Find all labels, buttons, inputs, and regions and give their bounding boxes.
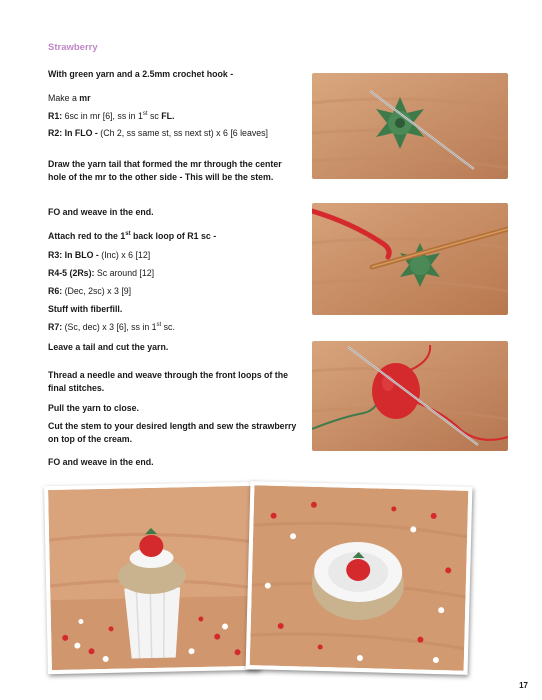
attach-a: Attach red to the 1	[48, 231, 126, 241]
stuff-text: Stuff with fiberfill.	[48, 304, 123, 314]
r1-text-b: sc	[147, 111, 162, 121]
r1-sup: st	[142, 111, 148, 118]
r7-sup: st	[156, 322, 162, 329]
cut-text: Cut the stem to your desired length and sew the strawberry on top of the cream.	[48, 421, 297, 444]
step-make-mr	[48, 92, 298, 105]
r6-text: (Dec, 2sc) x 3 [9]	[62, 286, 132, 296]
step-r45	[48, 267, 298, 280]
r2-label: R2: In FLO -	[48, 128, 98, 138]
make-mr-bold: mr	[79, 93, 91, 103]
step-r3	[48, 249, 298, 262]
make-mr-prefix: Make a	[48, 93, 80, 103]
section-title: Strawberry	[48, 42, 98, 53]
photo-cupcake	[44, 482, 260, 674]
photo-cake	[246, 481, 473, 675]
tail-text: Leave a tail and cut the yarn.	[48, 342, 169, 352]
stem-text: Draw the yarn tail that formed the mr through the center hole of the mr to the other side - This will be the stem.	[48, 159, 282, 182]
step-r2	[48, 127, 298, 140]
r6-label: R6:	[48, 286, 63, 296]
r7-text-b: sc.	[161, 322, 175, 332]
photo-green-base	[312, 73, 508, 179]
r1-bold-end: FL.	[161, 111, 175, 121]
page-number: 17	[519, 681, 528, 690]
r7-text-a: (Sc, dec) x 3 [6], ss in 1	[62, 322, 157, 332]
step-r1	[48, 110, 298, 123]
thread-text: Thread a needle and weave through the front loops of the final stitches.	[48, 370, 288, 393]
intro-text: With green yarn and a 2.5mm crochet hook -	[48, 69, 234, 79]
attach-sup: st	[125, 231, 131, 238]
pull-text: Pull the yarn to close.	[48, 403, 139, 413]
r1-text-a: 6sc in mr [6], ss in 1	[62, 111, 143, 121]
r45-label: R4-5 (2Rs):	[48, 268, 95, 278]
r45-text: Sc around [12]	[94, 268, 155, 278]
r3-label: R3: In BLO -	[48, 250, 99, 260]
fo-text-2: FO and weave in the end.	[48, 457, 154, 467]
step-r6	[48, 285, 298, 298]
photo-strawberry-needle	[312, 341, 508, 451]
attach-text	[48, 230, 298, 243]
photo-red-yarn-hook	[312, 203, 508, 315]
r7-label: R7:	[48, 322, 63, 332]
attach-b: back loop of R1 sc -	[130, 231, 217, 241]
r1-label: R1:	[48, 111, 63, 121]
r2-text: (Ch 2, ss same st, ss next st) x 6 [6 leaves]	[97, 128, 268, 138]
fo-text-1: FO and weave in the end.	[48, 207, 154, 217]
step-r7	[48, 321, 298, 334]
r3-text: (Inc) x 6 [12]	[98, 250, 151, 260]
